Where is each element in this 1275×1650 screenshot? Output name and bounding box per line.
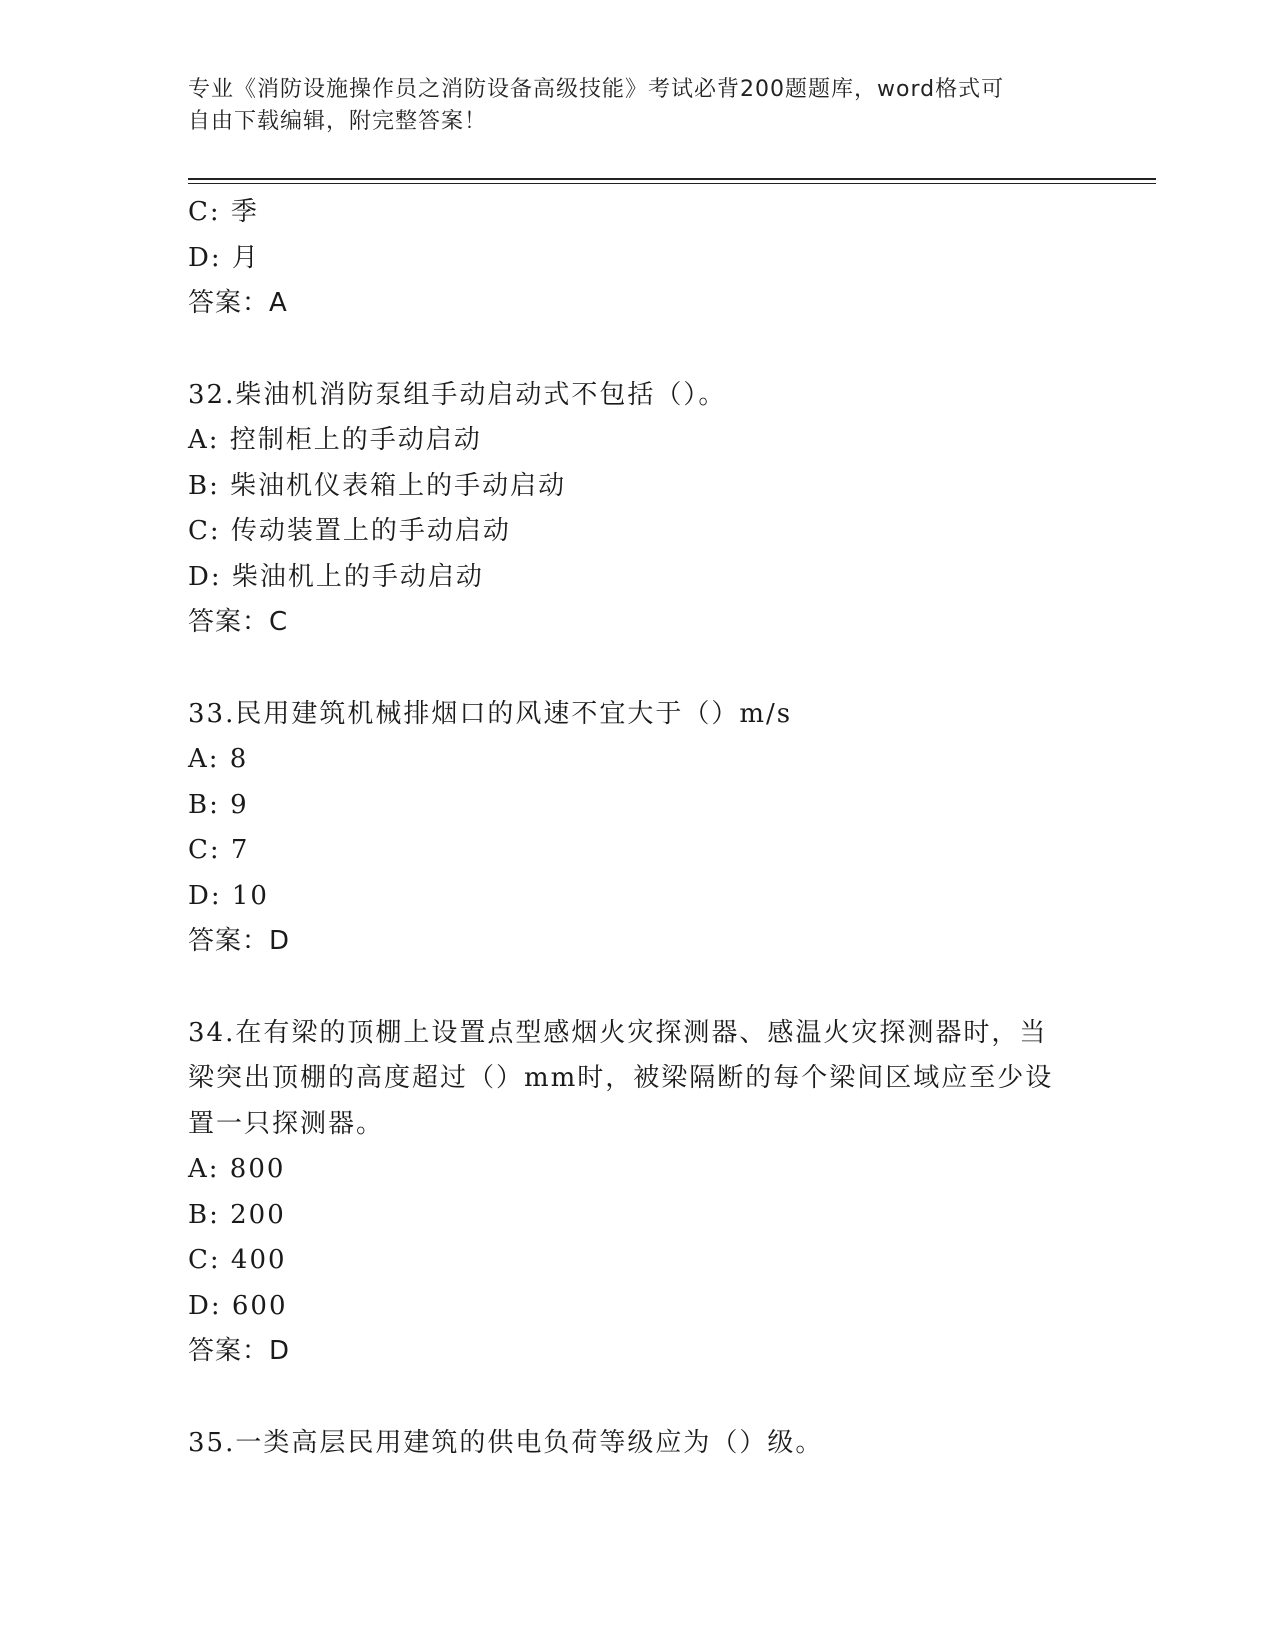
option-c: C: 传动装置上的手动启动 — [188, 516, 511, 546]
spacer — [188, 965, 1088, 1011]
option-a: A: 800 — [188, 1154, 286, 1184]
option-a: A: 控制柜上的手动启动 — [188, 425, 482, 455]
question-33 — [188, 692, 1088, 965]
question-34 — [188, 1011, 1088, 1375]
question-31-fragment — [188, 190, 1088, 327]
question-stem-line-3: 置一只探测器。 — [188, 1108, 385, 1139]
question-stem: 32.柴油机消防泵组手动启动式不包括（）。 — [188, 379, 727, 410]
spacer — [188, 1375, 1088, 1421]
option-c: C: 季 — [188, 197, 259, 227]
option-b: B: 柴油机仪表箱上的手动启动 — [188, 470, 567, 501]
document-header — [188, 74, 1068, 138]
option-a: A: 8 — [188, 744, 249, 774]
question-stem-line-2: 梁突出顶棚的高度超过（）mm时，被梁隔断的每个梁间区域应至少设 — [188, 1063, 1054, 1093]
answer-line: 答案：D — [188, 926, 291, 956]
question-list — [188, 190, 1088, 1466]
option-b: B: 200 — [188, 1199, 286, 1230]
option-d: D: 月 — [188, 242, 260, 273]
option-d: D: 10 — [188, 880, 269, 911]
option-d: D: 600 — [188, 1290, 288, 1321]
header-line-1: 专业《消防设施操作员之消防设备高级技能》考试必背200题题库，word格式可 — [188, 77, 1005, 102]
option-d: D: 柴油机上的手动启动 — [188, 561, 484, 592]
answer-line: 答案：D — [188, 1336, 291, 1366]
header-rule-thin — [188, 183, 1156, 184]
question-stem: 33.民用建筑机械排烟口的风速不宜大于（）m/s — [188, 698, 793, 729]
question-32 — [188, 373, 1088, 646]
answer-line: 答案：A — [188, 288, 288, 318]
answer-line: 答案：C — [188, 607, 289, 637]
spacer — [188, 327, 1088, 373]
header-line-2: 自由下载编辑，附完整答案！ — [188, 109, 488, 134]
header-rule-thick — [188, 178, 1156, 180]
question-35 — [188, 1421, 1088, 1467]
option-c: C: 7 — [188, 835, 250, 865]
question-stem-line-1: 34.在有梁的顶棚上设置点型感烟火灾探测器、感温火灾探测器时，当 — [188, 1017, 1048, 1048]
option-c: C: 400 — [188, 1245, 287, 1275]
question-stem: 35.一类高层民用建筑的供电负荷等级应为（）级。 — [188, 1427, 824, 1458]
spacer — [188, 646, 1088, 692]
option-b: B: 9 — [188, 789, 249, 820]
